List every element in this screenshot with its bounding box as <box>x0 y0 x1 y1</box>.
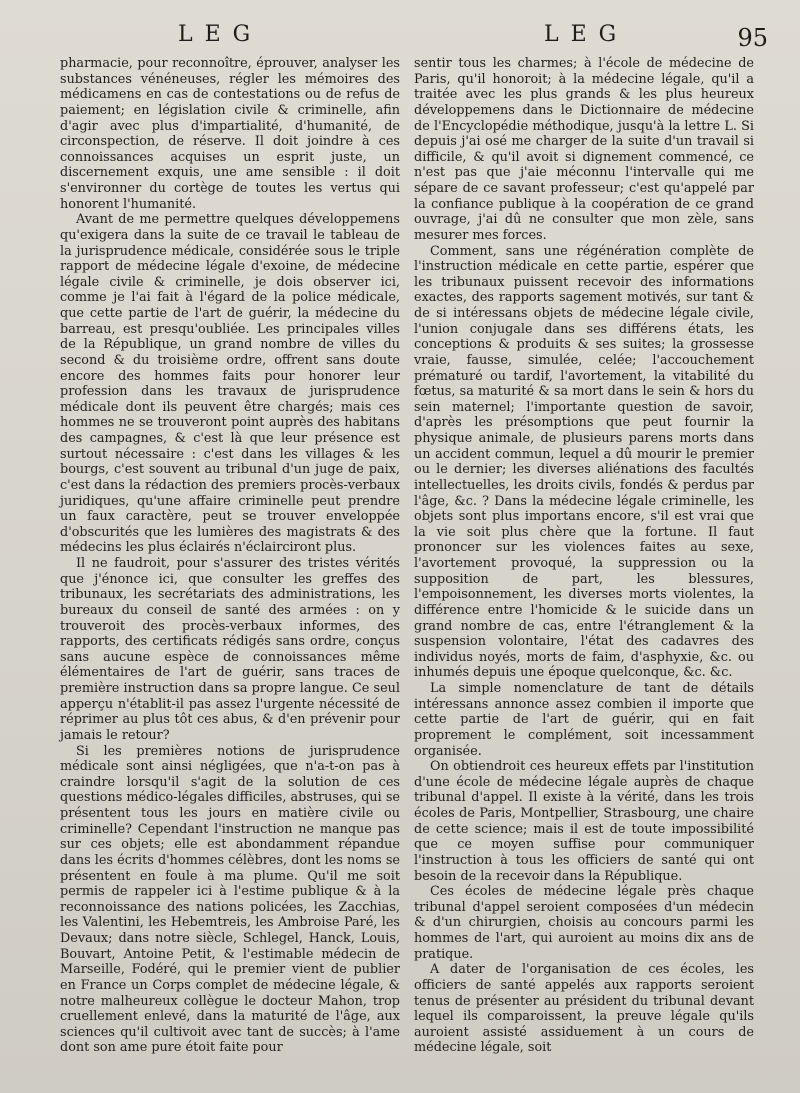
left-column <box>60 56 400 1056</box>
header-right-word: LEG <box>544 22 629 47</box>
paragraph: Ces écoles de médecine légale près chaque tribunal d'appel seroient composées d'un médecin & d'un chirurgien, choisis au concours parmi les hommes de l'art, qui auroient au moins dix ans de pratique. <box>414 884 754 962</box>
header-left-word: LEG <box>178 22 263 47</box>
paragraph: Avant de me permettre quelques développemens qu'exigera dans la suite de ce travail le tableau de la jurisprudence médicale, considérée sous le triple rapport de médecine légale d'exoine, de médecine légale civile & criminelle, je dois observer ici, comme je l'ai fait à l'égard de la police médicale, que cette partie de l'art de guérir, la médecine du barreau, est presqu'oubliée. Les principales villes de la République, un grand nombre de villes du second & du troisième ordre, offrent sans doute encore des hommes faits pour honorer leur profession dans les travaux de jurisprudence médicale dont ils peuvent être chargés; mais ces hommes ne se trouveront point auprès des habitans des campagnes, & c'est là que leur présence est surtout nécessaire : c'est dans les villages & les bourgs, c'est souvent au tribunal d'un juge de paix, c'est dans la rédaction des premiers procès-verbaux juridiques, qu'une affaire criminelle peut prendre un faux caractère, peut se trouver enveloppée d'obscurités que les lumières des magistrats & des médecins les plus éclairés n'éclairciront plus. <box>60 212 400 556</box>
paragraph: La simple nomenclature de tant de détails intéressans annonce assez combien il importe que cette partie de l'art de guérir, qui en fait proprement le complément, soit incessamment organisée. <box>414 681 754 759</box>
running-header <box>60 22 768 52</box>
paragraph: Il ne faudroit, pour s'assurer des tristes vérités que j'énonce ici, que consulter les greffes des tribunaux, les secrétariats des administrations, les bureaux du conseil de santé des armées : on y trouveroit des procès-verbaux informes, des rapports, des certificats rédigés sans ordre, conçus sans aucune espèce de connoissances même élémentaires de l'art de guérir, sans traces de première instruction dans sa propre langue. Ce seul apperçu n'établit-il pas assez l'urgente nécessité de réprimer au plus tôt ces abus, & d'en prévenir pour jamais le retour? <box>60 556 400 743</box>
paragraph: Comment, sans une régénération complète de l'instruction médicale en cette partie, espérer que les tribunaux puissent recevoir des informations exactes, des rapports sagement motivés, sur tant & de si intéressans objets de médecine légale civile, l'union conjugale dans ses différens états, les conceptions & produits & ses suites; la grossesse vraie, fausse, simulée, celée; l'accouchement prématuré ou tardif, l'avortement, la vitabilité du fœtus, sa maturité & sa mort dans le sein & hors du sein maternel; l'importante question de savoir, d'après les présomptions que peut fournir la physique animale, de plusieurs parens morts dans un accident commun, lequel a dû mourir le premier ou le dernier; les diverses aliénations des facultés intellectuelles, les droits civils, fondés & perdus par l'âge, &c. ? Dans la médecine légale criminelle, les objets sont plus importans encore, s'il est vrai que la vie soit plus chère que la fortune. Il faut prononcer sur les violences faites au sexe, l'avortement provoqué, la suppression ou la supposition de part, les blessures, l'empoisonnement, les diverses morts violentes, la différence entre l'homicide & le suicide dans un grand nombre de cas, entre l'étranglement & la suspension volontaire, l'état des cadavres des individus noyés, morts de faim, d'asphyxie, &c. ou inhumés depuis une époque quelconque, &c. &c. <box>414 243 754 681</box>
right-column <box>414 56 754 1056</box>
paragraph: A dater de l'organisation de ces écoles, les officiers de santé appelés aux rapports seroient tenus de présenter au président du tribunal devant lequel ils comparoissent, la preuve légale qu'ils auroient assisté assiduement à un cours de médecine légale, soit <box>414 962 754 1056</box>
page-number: 95 <box>737 24 768 52</box>
paragraph: pharmacie, pour reconnoître, éprouver, analyser les substances vénéneuses, régler les mémoires des médicamens en cas de contestations ou de refus de paiement; en législation civile & criminelle, afin d'agir avec plus d'impartialité, d'humanité, de circonspection, de réserve. Il doit joindre à ces connoissances acquises un esprit juste, un discernement exquis, une ame sensible : il doit s'environner du cortège de toutes les vertus qui honorent l'humanité. <box>60 56 400 212</box>
paragraph: sentir tous les charmes; à l'école de médecine de Paris, qu'il honoroit; à la médecine légale, qu'il a traitée avec les plus grands & les plus heureux développemens dans le Dictionnaire de médecine de l'Encyclopédie méthodique, jusqu'à la lettre L. Si depuis j'ai osé me charger de la suite d'un travail si difficile, & qu'il avoit si dignement commencé, ce n'est pas que j'aie méconnu l'intervalle qui me sépare de ce savant professeur; c'est qu'appelé par la confiance publique à la coopération de ce grand ouvrage, j'ai dû ne consulter que mon zèle, sans mesurer mes forces. <box>414 56 754 243</box>
paragraph: On obtiendroit ces heureux effets par l'institution d'une école de médecine légale auprès de chaque tribunal d'appel. Il existe à la vérité, dans les trois écoles de Paris, Montpellier, Strasbourg, une chaire de cette science; mais il est de toute impossibilité que ce moyen suffise pour communiquer l'instruction à tous les officiers de santé qui ont besoin de la recevoir dans la République. <box>414 759 754 884</box>
paragraph: Si les premières notions de jurisprudence médicale sont ainsi négligées, que n'a-t-on pas à craindre lorsqu'il s'agit de la solution de ces questions médico-légales difficiles, abstruses, qui se présentent tous les jours en matière civile ou criminelle? Cependant l'instruction ne manque pas sur ces objets; elle est abondamment répandue dans les écrits d'hommes célèbres, dont les noms se présentent en foule à ma plume. Qu'il me soit permis de rappeler ici à l'estime publique & à la reconnoissance des nations policées, les Zacchias, les Valentini, les Hebemtreis, les Ambroise Paré, les Devaux; dans notre siècle, Schlegel, Hanck, Louis, Bouvart, Antoine Petit, & l'estimable médecin de Marseille, Fodéré, qui le premier vient de publier en France un Corps complet de médecine légale, & notre malheureux collègue le docteur Mahon, trop cruellement enlevé, dans la maturité de l'âge, aux sciences qu'il cultivoit avec tant de succès; à l'ame dont son ame pure étoit faite pour <box>60 743 400 1056</box>
